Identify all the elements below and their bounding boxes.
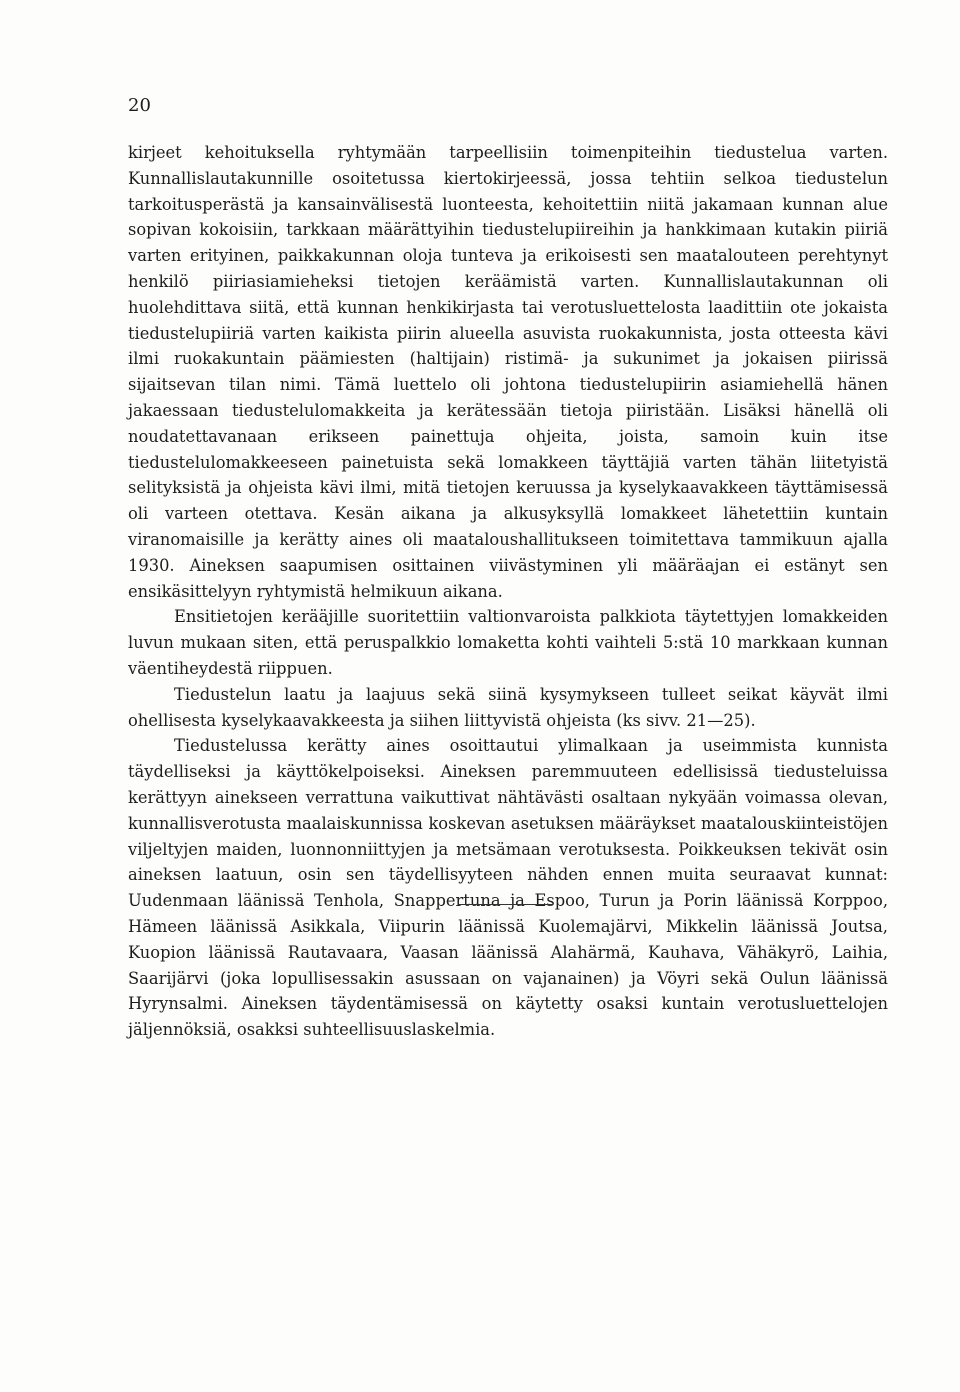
paragraph-survey-scope: Tiedustelun laatu ja laajuus sekä siinä kysymykseen tulleet seikat käyvät ilmi ohellisesta kyselykaavakkeesta ja siihen liittyvistä ohjeista (ks sivv. 21—25).	[128, 684, 888, 730]
paragraph-collector-fees: Ensitietojen kerääjille suoritettiin valtionvaroista palkkiota täytettyjen lomakkeiden luvun mukaan siten, että peruspalkkio lomaketta kohti vaihteli 5:stä 10 markkaan kunnan väentiheydestä riippuen.	[128, 607, 888, 678]
body-text	[128, 140, 888, 1043]
section-divider	[459, 904, 553, 905]
page-number: 20	[128, 95, 151, 116]
paragraph-data-quality: Tiedustelussa kerätty aines osoittautui ylimalkaan ja useimmista kunnista täydelliseksi ja käyttökelpoiseksi. Aineksen paremmuuteen edellisissä tiedusteluissa kerättyyn ainekseen verrattuna vaikuttivat nähtävästi osaltaan nykyään voimassa olevan, kunnallisverotusta maalaiskunnissa koskevan asetuksen määräykset maatalouskiinteistöjen viljeltyjen maiden, luonnonniittyjen ja metsämaan verotuksesta. Poikkeuksen tekivät osin aineksen laatuun, osin sen täydellisyyteen nähden ennen muita seuraavat kunnat: Uudenmaan läänissä Tenhola, Snappertuna ja Espoo, Turun ja Porin läänissä Korppoo, Hämeen läänissä Asikkala, Viipurin läänissä Kuolemajärvi, Mikkelin läänissä Joutsa, Kuopion läänissä Rautavaara, Vaasan läänissä Alahärmä, Kauhava, Vähäkyrö, Laihia, Saarijärvi (joka lopullisessakin asussaan on vajanainen) ja Vöyri sekä Oulun läänissä Hyrynsalmi. Aineksen täydentämisessä on käytetty osaksi kuntain verotusluettelojen jäljennöksiä, osakksi suhteellisuuslaskelmia.	[128, 736, 888, 1040]
paragraph-survey-procedure: kirjeet kehoituksella ryhtymään tarpeellisiin toimenpiteihin tiedustelua varten. Kunnallislautakunnille osoitetussa kiertokirjeessä, jossa tehtiin selkoa tiedustelun tarkoitusperästä ja kansainvälisestä luonteesta, kehoitettiin niitä jakamaan kunnan alue sopivan kokoisiin, tarkkaan määrättyihin tiedustelupiireihin ja hankkimaan kutakin piiriä varten erityinen, paikkakunnan oloja tunteva ja erikoisesti sen maatalouteen perehtynyt henkilö piiriasiamieheksi tietojen keräämistä varten. Kunnallislautakunnan oli huolehdittava siitä, että kunnan henkikirjasta tai verotusluettelosta laadittiin ote jokaista tiedustelupiiriä varten kaikista piirin alueella asuvista ruokakunnista, josta otteesta kävi ilmi ruokakuntain päämiesten (haltijain) ristimä- ja sukunimet ja jokaisen piirissä sijaitsevan tilan nimi. Tämä luettelo oli johtona tiedustelupiirin asiamiehellä hänen jakaessaan tiedustelulomakkeita ja kerätessään tietoja piiristään. Lisäksi hänellä oli noudatettavanaan erikseen painettuja ohjeita, joista, samoin kuin itse tiedustelulomakkeeseen painetuista sekä lomakkeen täyttäjiä varten tähän liitetyistä selityksistä ja ohjeista kävi ilmi, mitä tietojen keruussa ja kyselykaavakkeen täyttämisessä oli varteen otettava. Kesän aikana ja alkusyksyllä lomakkeet lähetettiin kuntain viranomaisille ja kerätty aines oli maataloushallitukseen toimitettava tammikuun ajalla 1930. Aineksen saapumisen osittainen viivästyminen yli määräajan ei estänyt sen ensikäsittelyyn ryhtymistä helmikuun aikana.	[128, 143, 888, 601]
